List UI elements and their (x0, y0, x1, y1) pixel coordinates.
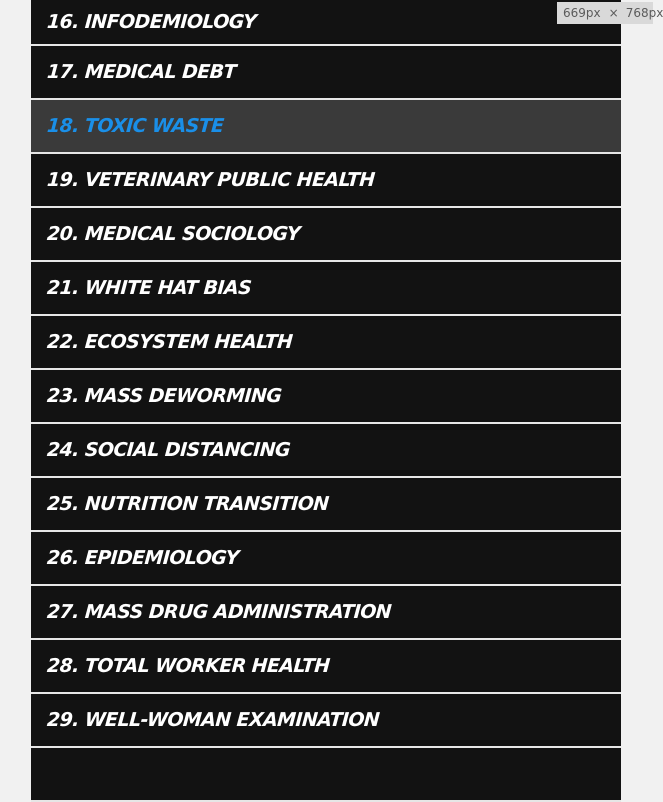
list-item-27[interactable] (31, 586, 621, 640)
list-item-label: 22. ECOSYSTEM HEALTH (46, 331, 294, 353)
list-item-label: 18. TOXIC WASTE (46, 115, 225, 137)
list-item-label: 24. SOCIAL DISTANCING (46, 439, 291, 461)
list-item-24[interactable] (31, 424, 621, 478)
list-item-25[interactable] (31, 478, 621, 532)
list-item-30-partial[interactable] (31, 748, 621, 802)
list-item-label: 20. MEDICAL SOCIOLOGY (46, 223, 301, 245)
list-item-label: 25. NUTRITION TRANSITION (46, 493, 330, 515)
list-item-17[interactable] (31, 46, 621, 100)
list-item-18-active[interactable] (31, 100, 621, 154)
list-item-20[interactable] (31, 208, 621, 262)
list-item-28[interactable] (31, 640, 621, 694)
list-item-23[interactable] (31, 370, 621, 424)
list-item-label: 28. TOTAL WORKER HEALTH (46, 655, 331, 677)
list-item-label: 17. MEDICAL DEBT (46, 61, 237, 83)
list-item-label: 27. MASS DRUG ADMINISTRATION (46, 601, 392, 623)
list-item-26[interactable] (31, 532, 621, 586)
list-item-label: 16. INFODEMIOLOGY (46, 11, 257, 33)
list-item-label: 26. EPIDEMIOLOGY (46, 547, 240, 569)
viewport-size-badge (557, 2, 663, 24)
list-item-16[interactable] (31, 0, 621, 46)
list-item-21[interactable] (31, 262, 621, 316)
list-item-22[interactable] (31, 316, 621, 370)
list-item-label: 23. MASS DEWORMING (46, 385, 283, 407)
list-item-label: 29. WELL-WOMAN EXAMINATION (46, 709, 381, 731)
list-item-label: 21. WHITE HAT BIAS (46, 277, 253, 299)
times-icon: × (608, 6, 619, 20)
list-item-19[interactable] (31, 154, 621, 208)
list-item-29[interactable] (31, 694, 621, 748)
topic-list (31, 0, 621, 802)
viewport-width: 669px (563, 6, 601, 20)
list-item-label: 19. VETERINARY PUBLIC HEALTH (46, 169, 376, 191)
viewport-height: 768px (625, 6, 663, 20)
